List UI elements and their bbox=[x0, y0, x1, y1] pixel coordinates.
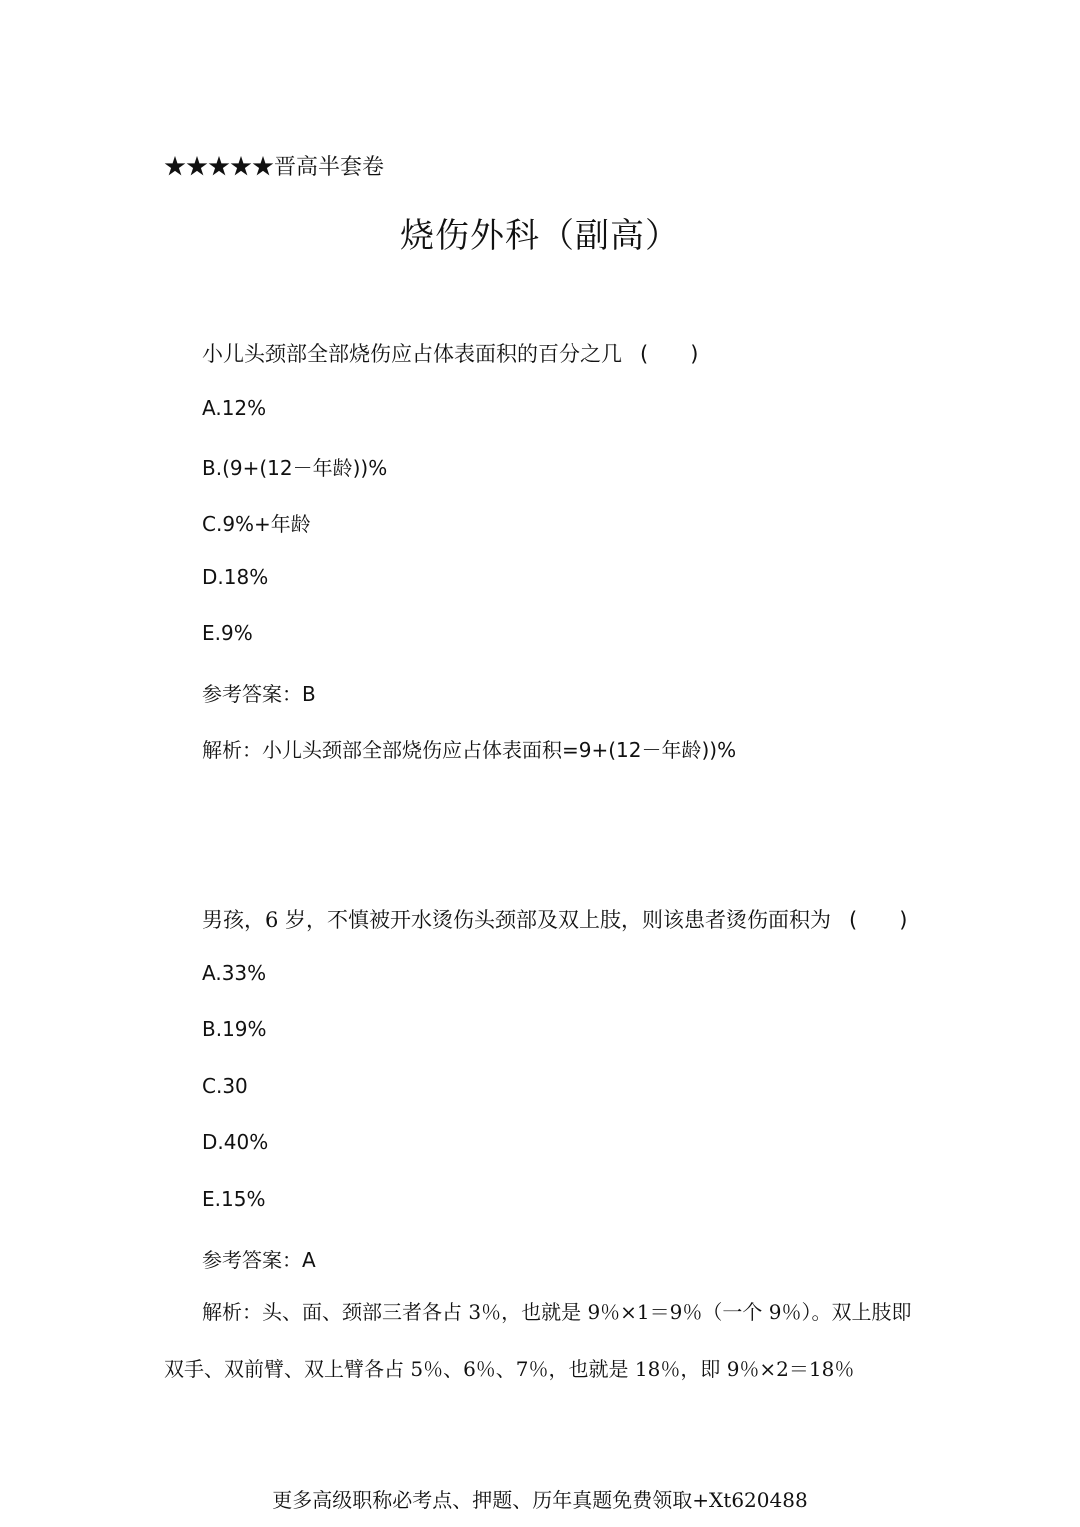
question-1-stem-text: 小儿头颈部全部烧伤应占体表面积的百分之几 bbox=[202, 342, 622, 366]
question-1-stem bbox=[202, 338, 698, 368]
footer-promo: 更多高级职称必考点、押题、历年真题免费领取+Xt620488 bbox=[272, 1488, 808, 1512]
question-1-option-e: E.9% bbox=[202, 621, 253, 645]
question-1-paren: ( ) bbox=[640, 342, 699, 366]
question-2-option-a: A.33% bbox=[202, 961, 267, 985]
question-2-paren: ( ) bbox=[849, 908, 908, 932]
question-2-option-d: D.40% bbox=[202, 1130, 269, 1154]
question-2-stem-text: 男孩，6 岁，不慎被开水烫伤头颈部及双上肢，则该患者烫伤面积为 bbox=[202, 908, 832, 932]
question-2-explanation: 解析：头、面、颈部三者各占 3％，也就是 9％×1＝9％（一个 9％）。双上肢即双手、双前臂、双上臂各占 5％、6％、7％，也就是 18％，即 9％×2＝18％ bbox=[164, 1300, 912, 1381]
question-1-option-c: C.9%+年龄 bbox=[202, 512, 311, 536]
question-1-option-b: B.(9+(12－年龄))% bbox=[202, 456, 388, 480]
exam-tag: ★★★★★晋高半套卷 bbox=[164, 155, 385, 180]
question-2-option-b: B.19% bbox=[202, 1017, 267, 1041]
question-1-option-d: D.18% bbox=[202, 565, 269, 589]
question-2-option-c: C.30 bbox=[202, 1074, 248, 1098]
question-1-option-a: A.12% bbox=[202, 396, 267, 420]
question-1-answer: 参考答案：B bbox=[202, 682, 316, 706]
question-2-answer: 参考答案：A bbox=[202, 1248, 316, 1272]
question-2-stem bbox=[202, 904, 907, 934]
question-2-option-e: E.15% bbox=[202, 1187, 266, 1211]
page-title: 烧伤外科（副高） bbox=[400, 216, 680, 256]
question-1-explanation: 解析：小儿头颈部全部烧伤应占体表面积=9+(12－年龄))% bbox=[202, 738, 737, 762]
